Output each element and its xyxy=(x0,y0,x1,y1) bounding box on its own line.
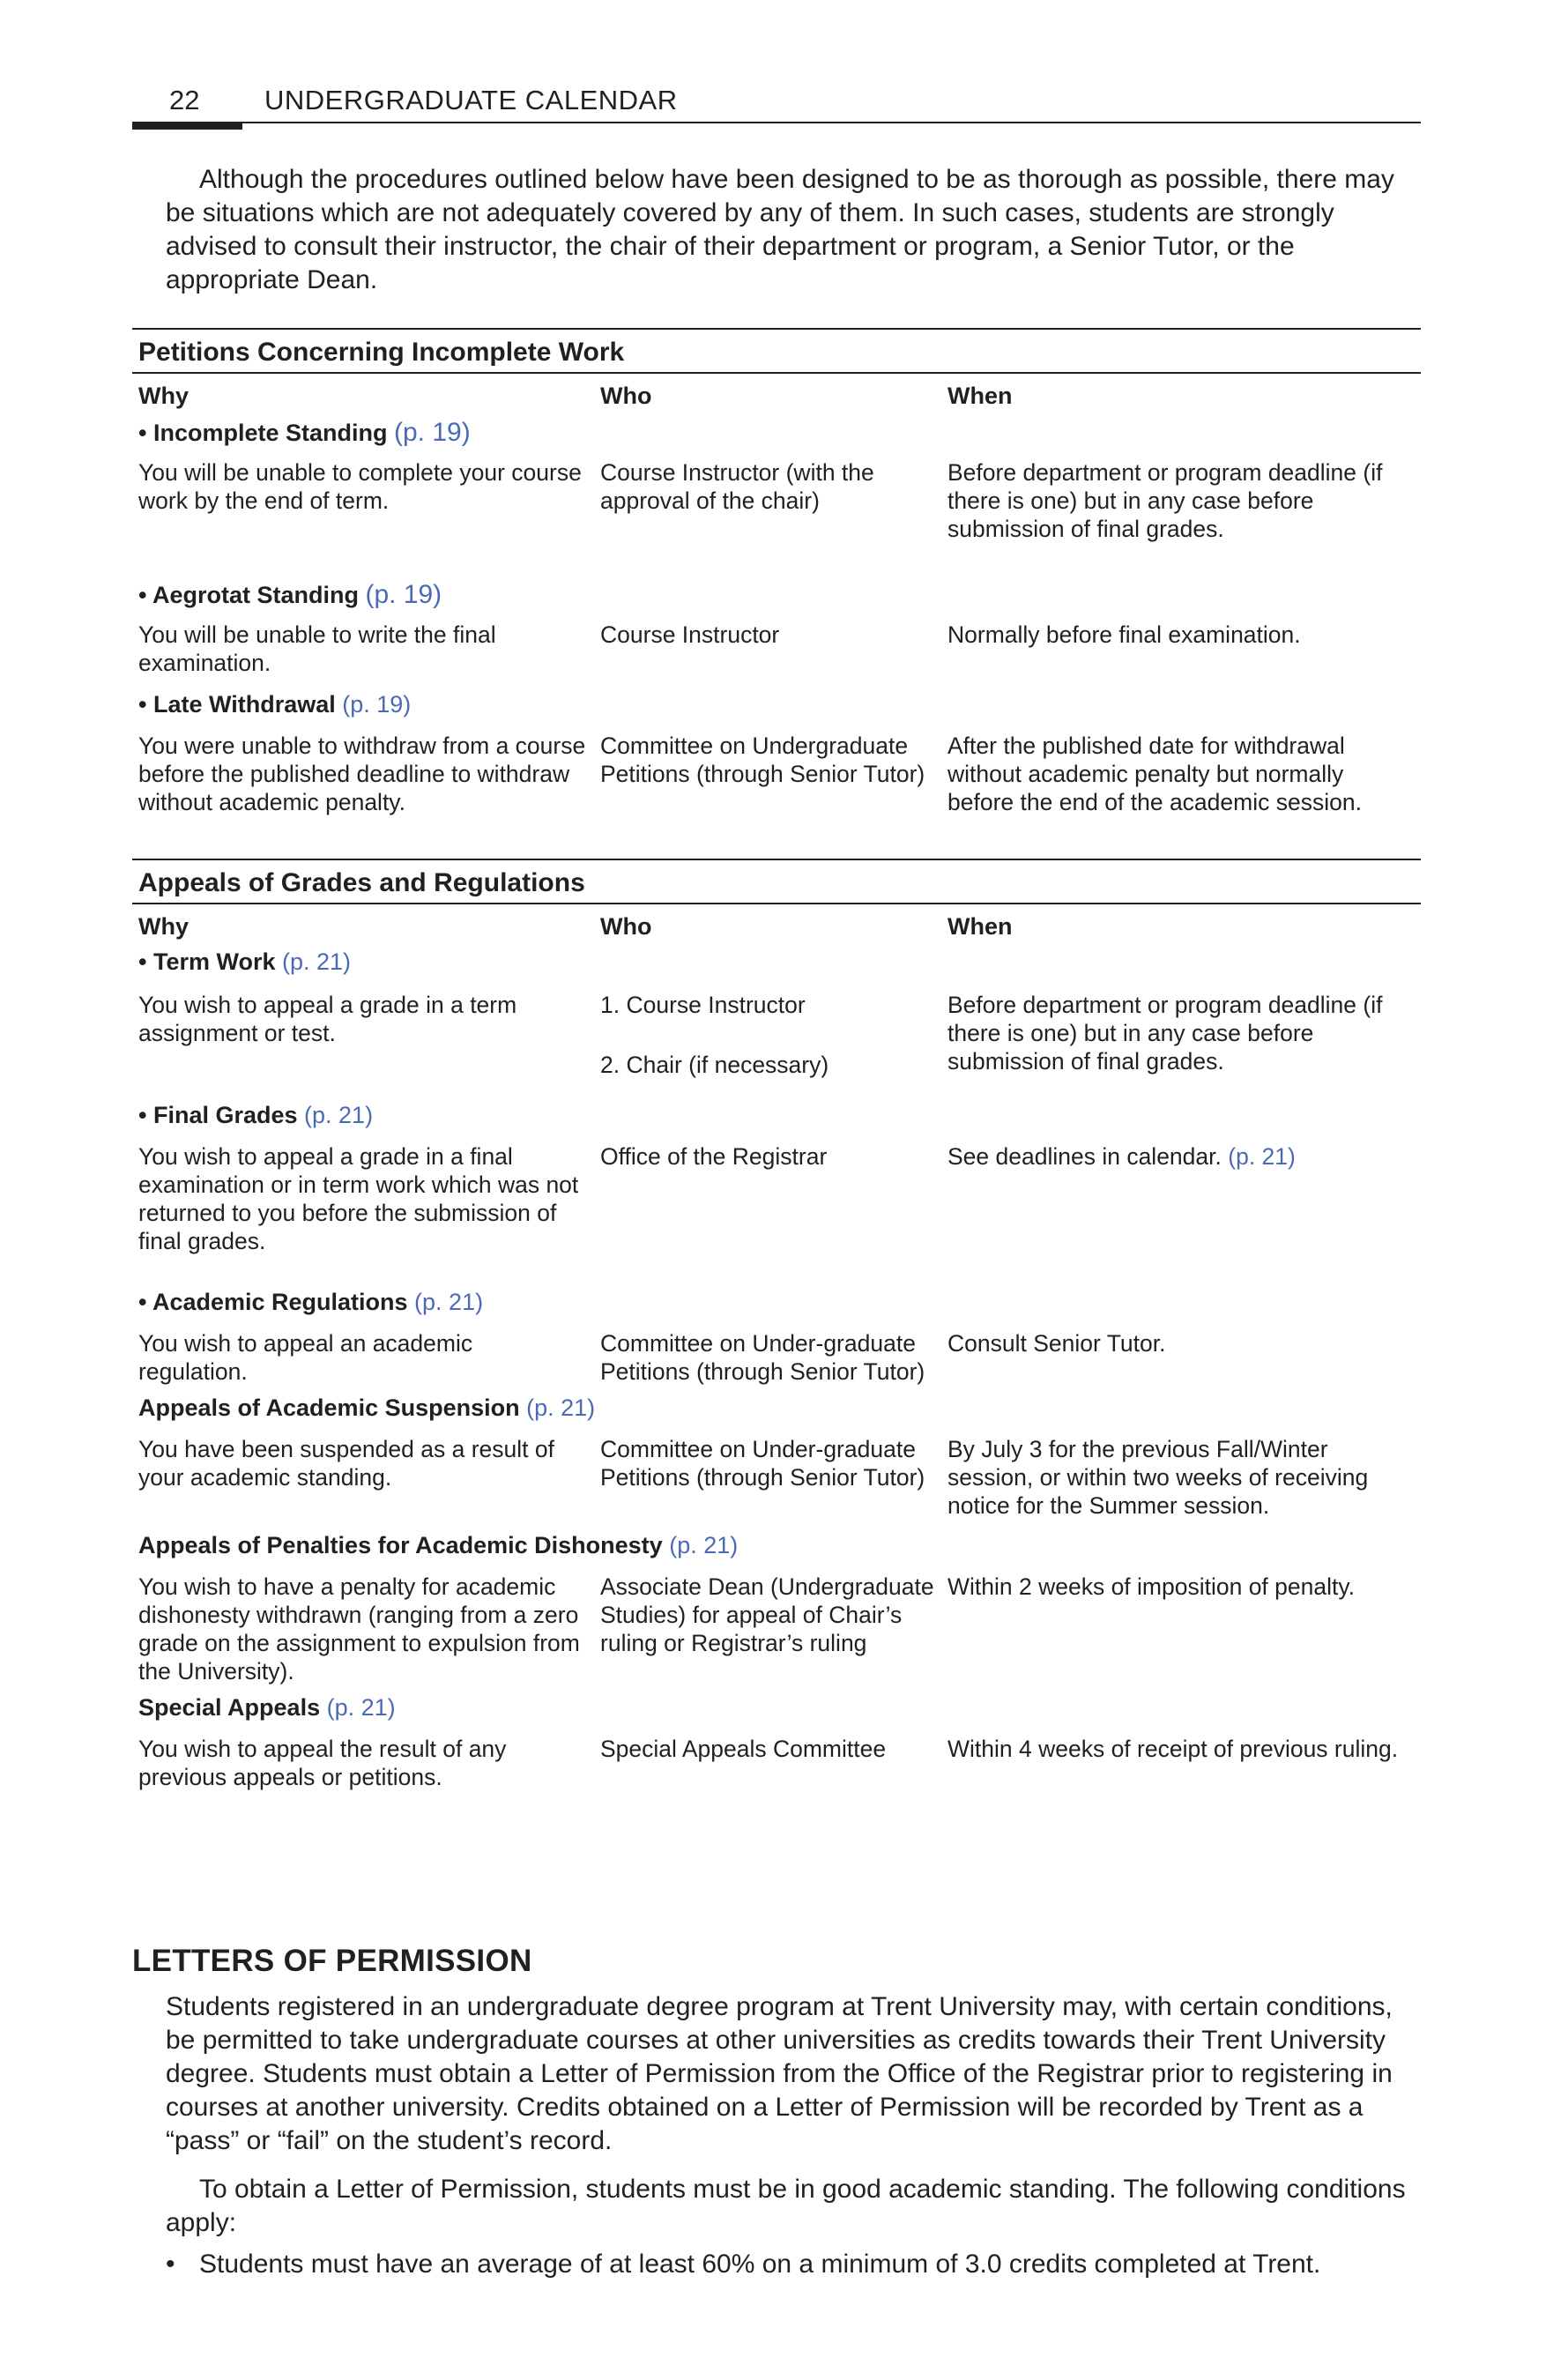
who-step-2: 2. Chair (if necessary) xyxy=(600,1052,829,1078)
section-heading: • Academic Regulations (p. 21) xyxy=(138,1289,484,1315)
col-who: Who xyxy=(600,383,652,409)
table-title: Petitions Concerning Incomplete Work xyxy=(132,328,1421,374)
page-reference: (p. 21) xyxy=(326,1694,396,1721)
header-bar xyxy=(132,122,242,130)
section-heading: • Aegrotat Standing (p. 19) xyxy=(138,580,442,609)
who-cell: Committee on Under-graduate Petitions (through Senior Tutor) xyxy=(600,1436,925,1491)
table-title: Appeals of Grades and Regulations xyxy=(132,859,1421,904)
section-heading: Appeals of Academic Suspension (p. 21) xyxy=(138,1395,596,1421)
section-heading: • Incomplete Standing (p. 19) xyxy=(138,418,471,447)
page-reference: (p. 19) xyxy=(342,691,412,718)
when-cell: Before department or program deadline (if there is one) but in any case before submission of final grades. xyxy=(947,459,1383,542)
page-reference: (p. 21) xyxy=(669,1532,739,1558)
who-cell xyxy=(594,991,941,1079)
col-why: Why xyxy=(138,913,189,940)
section-heading: • Final Grades (p. 21) xyxy=(138,1102,374,1128)
page-number: 22 xyxy=(169,85,200,115)
why-cell: You wish to appeal an academic regulation. xyxy=(138,1330,473,1385)
who-cell: Associate Dean (Undergraduate Studies) for appeal of Chair’s ruling or Registrar’s ruling xyxy=(600,1573,934,1656)
when-cell: See deadlines in calendar. (p. 21) xyxy=(947,1143,1296,1170)
page-reference: (p. 19) xyxy=(365,580,442,609)
who-cell: Special Appeals Committee xyxy=(600,1736,887,1762)
section-heading-letters: LETTERS OF PERMISSION xyxy=(132,1944,532,1978)
when-cell: Consult Senior Tutor. xyxy=(947,1330,1166,1357)
section-heading: Appeals of Penalties for Academic Dishonesty (p. 21) xyxy=(138,1532,739,1558)
col-when: When xyxy=(947,913,1013,940)
why-cell: You were unable to withdraw from a course before the published deadline to withdraw without academic penalty. xyxy=(138,733,586,815)
page-reference: (p. 21) xyxy=(282,948,352,975)
petitions-table xyxy=(132,328,1421,816)
section-heading: • Late Withdrawal (p. 19) xyxy=(138,691,412,718)
col-why: Why xyxy=(138,383,189,409)
why-cell: You wish to appeal a grade in a final examination or in term work which was not returned to you before the submission of final grades. xyxy=(138,1143,579,1254)
who-cell: Committee on Undergraduate Petitions (through Senior Tutor) xyxy=(600,733,925,787)
bullet-icon: • xyxy=(166,2250,175,2279)
page-reference: (p. 21) xyxy=(526,1395,596,1421)
page-reference: (p. 19) xyxy=(394,418,471,447)
header-rule xyxy=(132,122,1421,123)
col-who: Who xyxy=(600,913,652,940)
why-cell: You wish to have a penalty for academic dishonesty withdrawn (ranging from a zero grade on the assignment to expulsion from the University). xyxy=(138,1573,580,1685)
when-cell: After the published date for withdrawal without academic penalty but normally before the end of the academic session. xyxy=(947,733,1362,815)
page-reference: (p. 21) xyxy=(304,1102,374,1128)
why-cell: You have been suspended as a result of your academic standing. xyxy=(138,1436,554,1491)
who-cell: Course Instructor (with the approval of the chair) xyxy=(600,459,874,514)
why-cell: You wish to appeal a grade in a term assignment or test. xyxy=(138,992,517,1046)
who-cell: Course Instructor xyxy=(600,621,780,648)
appeals-table xyxy=(132,859,1421,1791)
who-cell: Committee on Under-graduate Petitions (through Senior Tutor) xyxy=(600,1330,925,1385)
letters-paragraph-2: To obtain a Letter of Permission, students must be in good academic standing. The following conditions apply: xyxy=(166,2175,1406,2237)
running-title: UNDERGRADUATE CALENDAR xyxy=(264,85,678,115)
when-cell: Within 2 weeks of imposition of penalty. xyxy=(947,1573,1356,1600)
why-cell: You will be unable to write the final examination. xyxy=(138,621,496,676)
when-cell: Before department or program deadline (if there is one) but in any case before submission of final grades. xyxy=(947,992,1383,1075)
letters-paragraph-1: Students registered in an undergraduate degree program at Trent University may, with certain conditions, be permitted to take undergraduate courses at other universities as credits towards their Trent University degree. Students must obtain a Letter of Permission from the Office of the Registrar prior to registering in courses at another university. Credits obtained on a Letter of Permission will be recorded by Trent as a “pass” or “fail” on the student’s record. xyxy=(166,1992,1393,2155)
col-when: When xyxy=(947,383,1013,409)
section-heading: Special Appeals (p. 21) xyxy=(138,1694,396,1721)
condition-list-item: • Students must have an average of at least 60% on a minimum of 3.0 credits completed at Trent. xyxy=(166,2248,1421,2281)
page-reference: (p. 21) xyxy=(1228,1143,1296,1170)
when-cell: By July 3 for the previous Fall/Winter session, or within two weeks of receiving notice for the Summer session. xyxy=(947,1436,1369,1519)
when-cell: Normally before final examination. xyxy=(947,621,1301,648)
who-step-1: 1. Course Instructor xyxy=(600,992,806,1018)
when-cell: Within 4 weeks of receipt of previous ruling. xyxy=(947,1736,1399,1762)
why-cell: You wish to appeal the result of any previous appeals or petitions. xyxy=(138,1736,507,1790)
page-header xyxy=(132,81,1421,125)
who-cell: Office of the Registrar xyxy=(600,1143,828,1170)
intro-paragraph: Although the procedures outlined below have been designed to be as thorough as possible, there may be situations which are not adequately covered by any of them. In such cases, students are strongly advised to consult their instructor, the chair of their department or program, a Senior Tutor, or the appropriate Dean. xyxy=(166,165,1394,294)
section-heading: • Term Work (p. 21) xyxy=(138,948,352,975)
page-reference: (p. 21) xyxy=(414,1289,484,1315)
why-cell: You will be unable to complete your course work by the end of term. xyxy=(138,459,582,514)
